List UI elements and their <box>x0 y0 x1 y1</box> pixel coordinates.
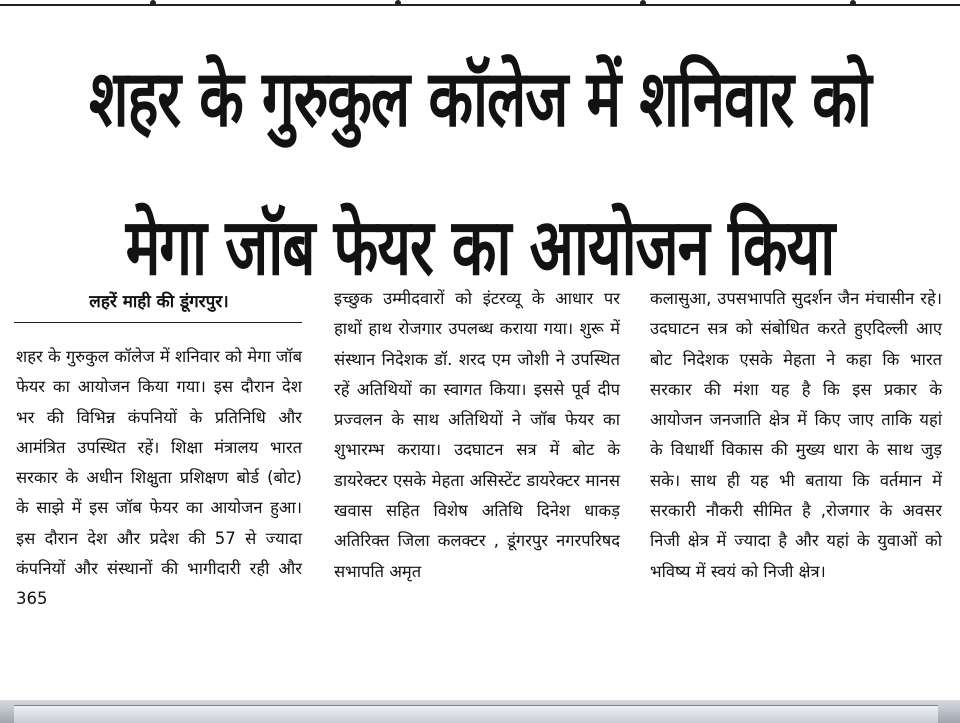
byline-divider <box>14 322 302 323</box>
top-rule-dot <box>150 0 156 6</box>
top-rule-dot <box>640 0 646 6</box>
headline-line-2: मेगा जॉब फेयर का आयोजन किया <box>125 200 835 293</box>
top-rule <box>0 0 960 8</box>
top-rule-line <box>0 4 960 6</box>
article-column-2: इच्छुक उम्मीदवारों को इंटरव्यू के आधार पर हाथों हाथ रोजगार उपलब्ध कराया गया। शुरू में संस्थान निदेशक डॉ. शरद एम जोशी ने उपस्थित रहें अतिथियों का स्वागत किया। इससे पूर्व दीप प्रज्वलन के साथ अतिथियों ने जॉब फेयर का शुभारम्भ कराया। उदघाटन सत्र में बोट के डायरेक्टर एसके मेहता असिस्टेंट डायरेक्टर मानस खवास सहित विशेष अतिथि दिनेश धाकड़ अतिरिक्त जिला कलक्टर , डूंगरपुर नगरपरिषद सभापति अमृत <box>334 289 620 581</box>
headline <box>0 24 960 321</box>
byline: लहरें माही की डूंगरपुर। <box>89 292 229 312</box>
headline-line-1: शहर के गुरुकुल कॉलेज में शनिवार को <box>89 52 871 145</box>
photo-strip <box>0 700 960 723</box>
top-rule-dot <box>395 0 401 6</box>
article-column-1: शहर के गुरुकुल कॉलेज में शनिवार को मेगा जॉब फेयर का आयोजन किया गया। इस दौरान देश भर की विभिन्न कंपनियों के प्रतिनिधि और आमंत्रित उपस्थित रहें। शिक्षा मंत्रालय भारत सरकार के अधीन शिक्षुता प्रशिक्षण बोर्ड (बोट) के साझे में इस जॉब फेयर का आयोजन हुआ। इस दौरान देश और प्रदेश की 57 से ज्यादा कंपनियों और संस्थानों की भागीदारी रही और 365 <box>16 347 302 609</box>
photo-strip-edge <box>14 705 938 723</box>
top-rule-dot <box>850 0 856 6</box>
article-column-3: कलासुआ, उपसभापति सुदर्शन जैन मंचासीन रहे। उदघाटन सत्र को संबोधित करते हुएदिल्ली आए बोट निदेशक एसके मेहता ने कहा कि भारत सरकार की मंशा यह है कि इस प्रकार के आयोजन जनजाति क्षेत्र में किए जाए ताकि यहां के विधार्थी विकास की मुख्य धारा के साथ जुड़ सके। साथ ही यह भी बताया कि वर्तमान में सरकारी नौकरी सीमित है ,रोजगार के अवसर निजी क्षेत्र में ज्यादा है और यहां के युवाओं को भविष्य में स्वयं को निजी क्षेत्र। <box>650 289 942 581</box>
